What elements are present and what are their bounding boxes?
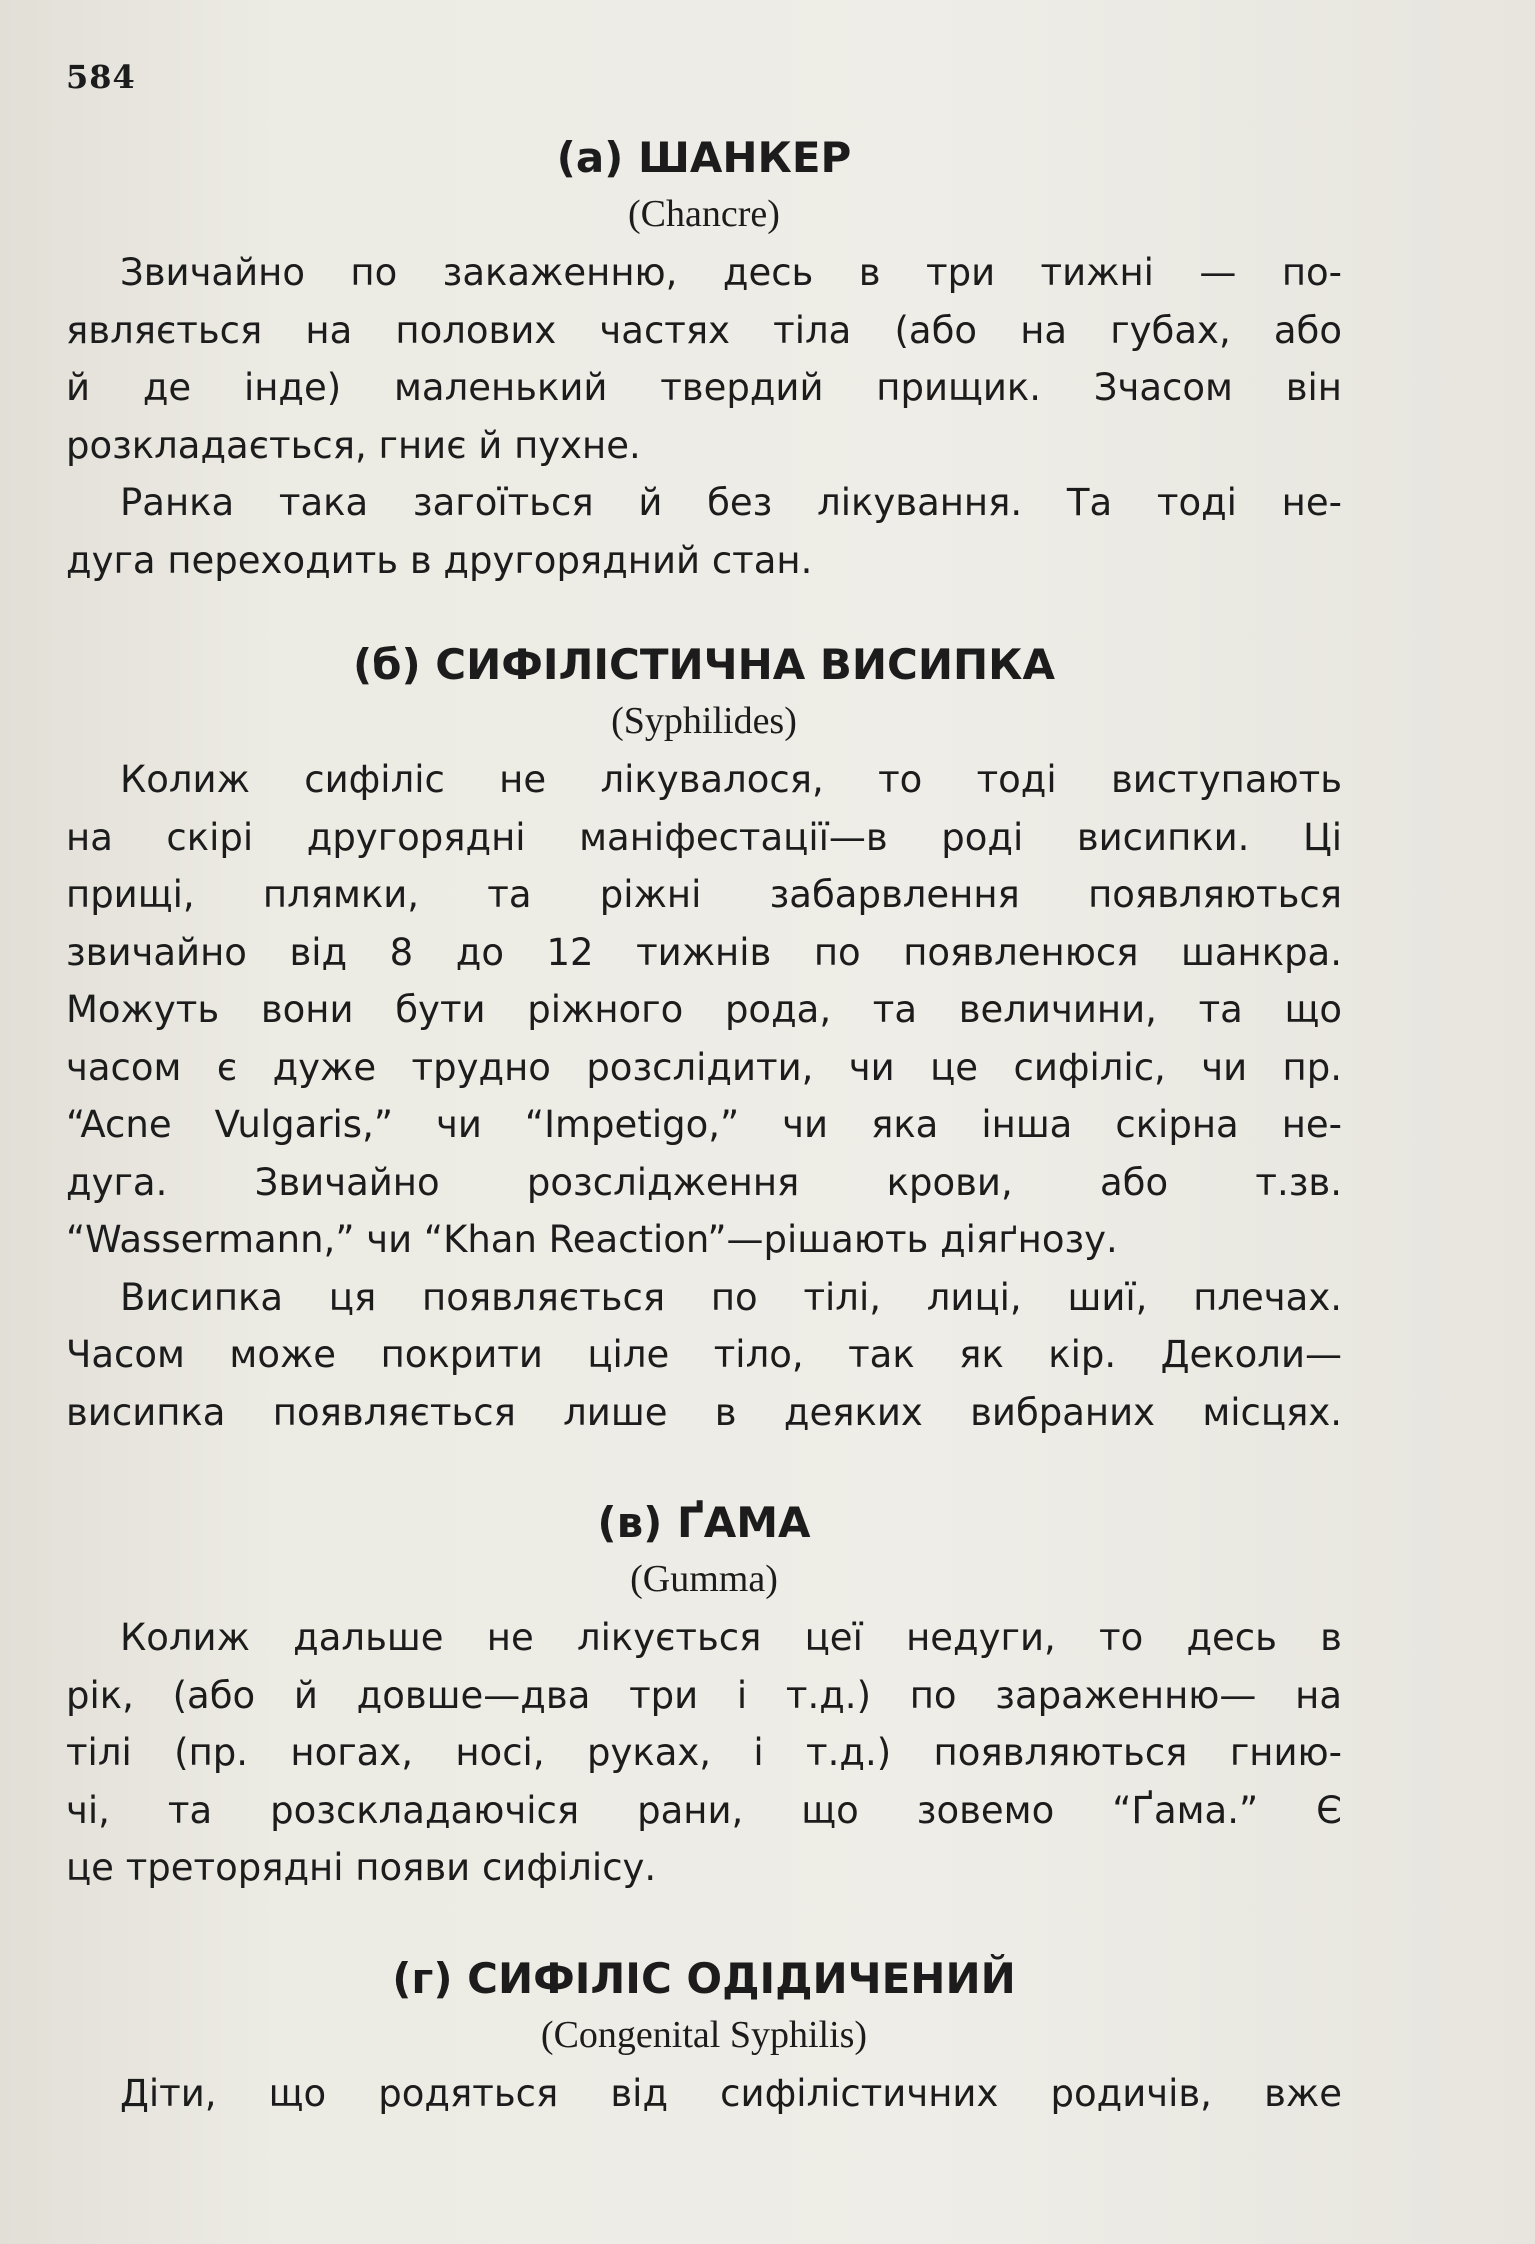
section-gumma — [66, 1493, 1342, 1897]
section-title-chancre: (а) ШАНКЕР — [556, 133, 852, 182]
text-line: чі, та розскладаючіся рани, що зовемо “Ґама.” Є — [66, 1788, 1342, 1832]
section-chancre — [66, 128, 1342, 589]
section-subtitle-gumma: (Gumma) — [630, 1558, 778, 1600]
paragraph — [66, 244, 1342, 474]
text-line: Часом може покрити ціле тіло, так як кір. Деколи— — [66, 1333, 1342, 1376]
paragraph — [66, 2065, 1342, 2123]
section-title-congenital-syphilis: (г) СИФІЛІС ОДІДИЧЕНИЙ — [392, 1953, 1016, 2003]
text-line: часом є дуже трудно розслідити, чи це сифіліс, чи пр. — [66, 1045, 1342, 1089]
text-line: прищі, плямки, та ріжні забарвлення появляються — [66, 873, 1342, 916]
text-line: це треторядні появи сифілісу. — [66, 1846, 657, 1889]
text-line: тілі (пр. ногах, носі, руках, і т.д.) появляються гнию- — [66, 1731, 1342, 1774]
text-line: дуга переходить в другорядний стан. — [66, 538, 813, 582]
text-line: дуга. Звичайно розслідження крови, або т.зв. — [66, 1160, 1342, 1204]
paragraph — [66, 751, 1342, 1269]
text-line: Можуть вони бути ріжного рода, та величини, та що — [66, 988, 1342, 1031]
section-title-syphilides: (б) СИФІЛІСТИЧНА ВИСИПКА — [352, 640, 1056, 689]
section-subtitle-syphilides: (Syphilides) — [611, 700, 797, 742]
text-line: Колиж дальше не лікується цеї недуги, то десь в — [120, 1616, 1342, 1659]
page-number: 584 — [66, 58, 136, 96]
text-line: Колиж сифіліс не лікувалося, то тоді виступають — [120, 758, 1342, 801]
paragraph — [66, 1609, 1342, 1897]
section-syphilides — [66, 635, 1342, 1441]
page-content — [66, 128, 1342, 2122]
text-line: являється на полових частях тіла (або на губах, або — [66, 308, 1342, 352]
section-congenital-syphilis — [66, 1949, 1342, 2123]
section-subtitle-chancre: (Chancre) — [628, 193, 780, 235]
text-line: й де інде) маленький твердий прищик. Зчасом він — [66, 366, 1342, 409]
text-line: Звичайно по закаженню, десь в три тижні — по- — [120, 251, 1342, 294]
text-line: розкладається, гниє й пухне. — [66, 423, 641, 467]
text-line: Ранка така загоїться й без лікування. Та тоді не- — [120, 481, 1342, 524]
text-line: “Acne Vulgaris,” чи “Impetigo,” чи яка інша скірна не- — [66, 1103, 1342, 1146]
text-line: висипка появляється лише в деяких вибраних місцях. — [66, 1390, 1342, 1434]
text-line: рік, (або й довше—два три і т.д.) по зараженню— на — [66, 1673, 1342, 1717]
paragraph — [66, 474, 1342, 589]
text-line: “Wassermann,” чи “Khan Reaction”—рішають діяґнозу. — [66, 1218, 1118, 1261]
section-subtitle-congenital-syphilis: (Congenital Syphilis) — [540, 2013, 868, 2056]
text-line: Висипка ця появляється по тілі, лиці, шиї, плечах. — [120, 1275, 1342, 1319]
text-line: звичайно від 8 до 12 тижнів по появленюся шанкра. — [66, 930, 1342, 974]
paragraph — [66, 1269, 1342, 1442]
text-line: Діти, що родяться від сифілістичних родичів, вже — [120, 2071, 1342, 2115]
section-title-gumma: (в) ҐАМА — [597, 1498, 811, 1547]
text-line: на скірі другорядні маніфестації—в роді висипки. Ці — [66, 815, 1342, 859]
